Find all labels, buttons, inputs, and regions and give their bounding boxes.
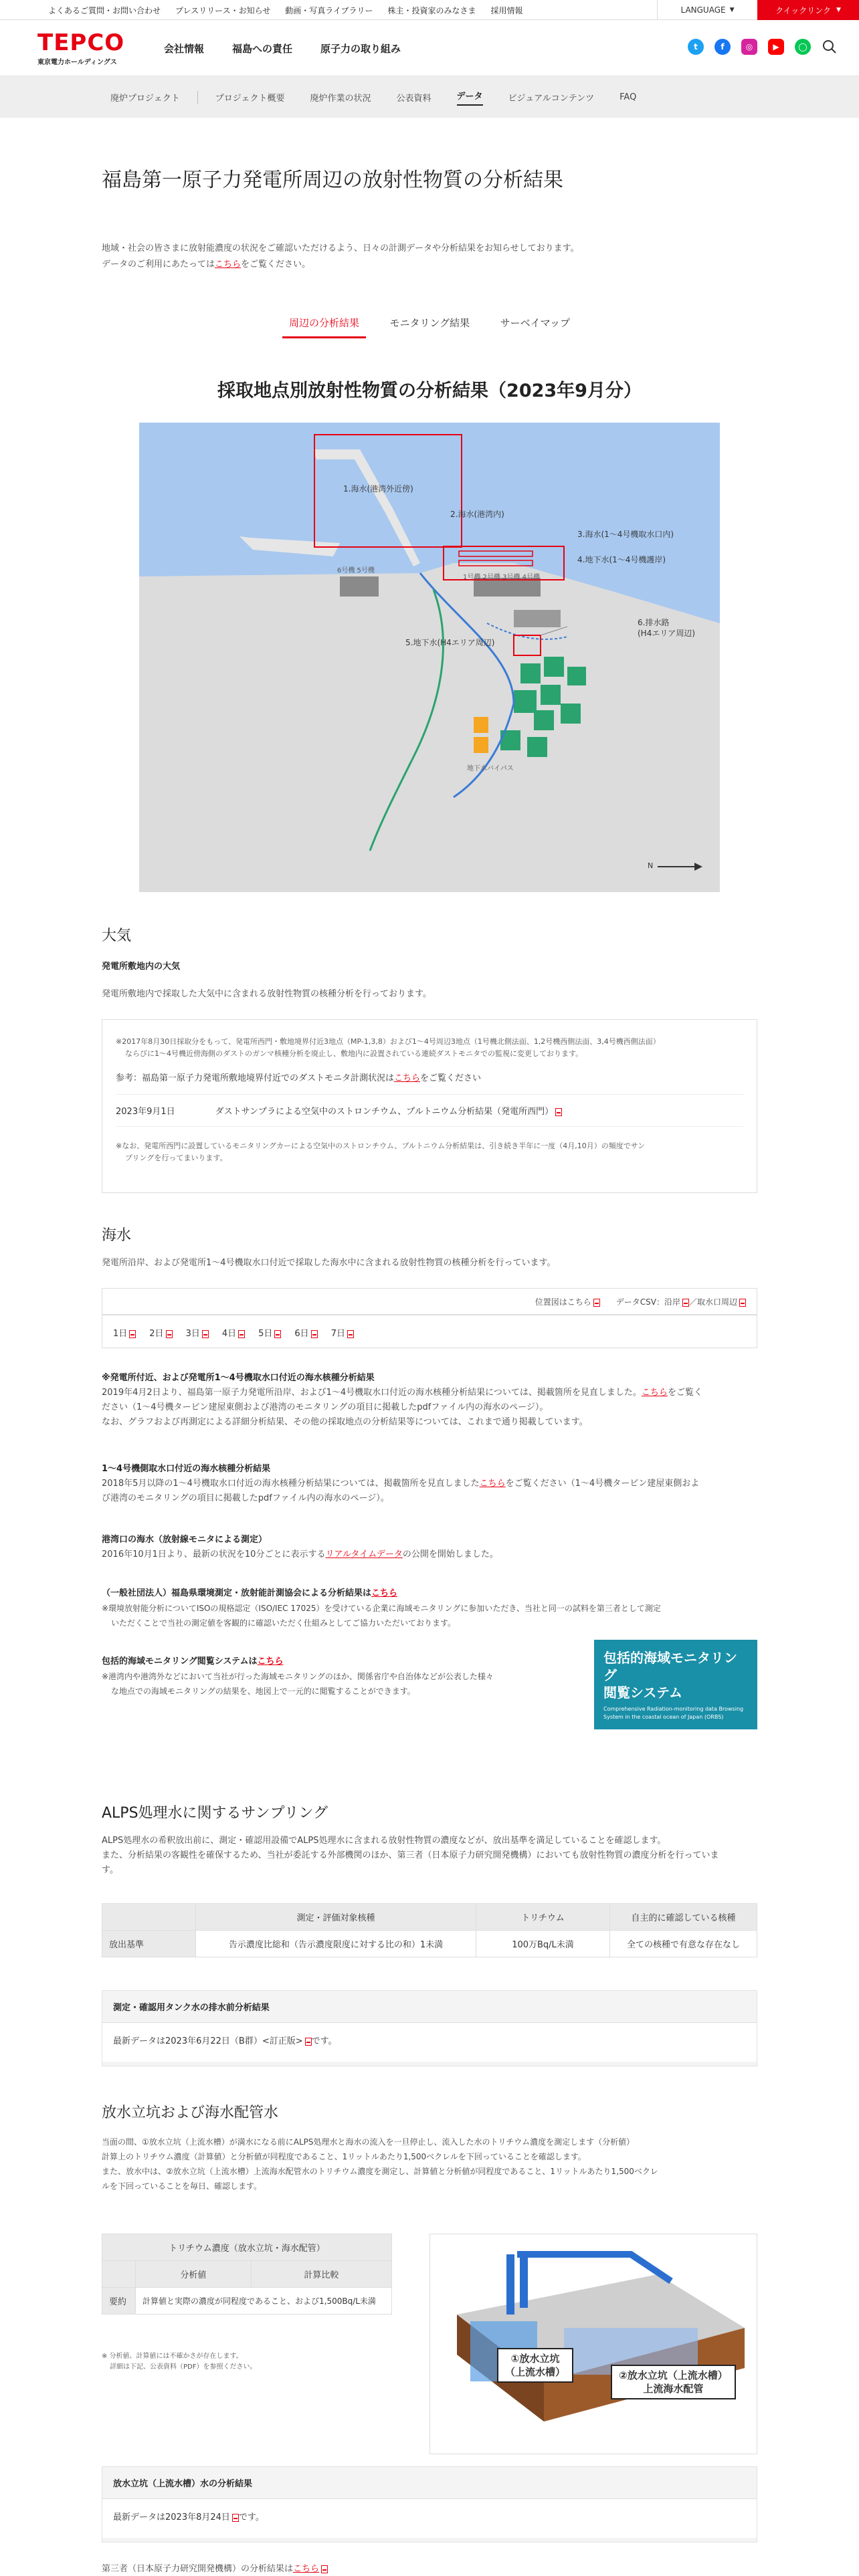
tank-latest-suffix: です。 [311,2036,337,2046]
alps-p2: また、分析結果の客観性を確保するため、当社が委託する外部機関のほか、第三者（日本原子力研究開発機構）においても放射性物質の濃度分析を行っていま [102,1850,719,1860]
air-result-label: ダストサンプラによる空気中のストロンチウム、プルトニウム分析結果（発電所西門） [215,1107,554,1117]
day-link[interactable] [113,1326,136,1339]
pdf-icon [202,1330,209,1338]
air-result-date: 2023年9月1日 [116,1107,175,1117]
sampling-map [139,423,720,892]
nav-nuclear[interactable]: 原子力の取り組み [320,42,401,55]
air-data-box [102,1019,757,1193]
outlet-latest-text[interactable]: 最新データは2023年8月24日 [113,2512,230,2523]
third-party-pre: 第三者（日本原子力研究開発機構）の分析結果は [102,2564,294,2574]
table-header: 測定・評価対象核種 [196,1904,476,1931]
day-link[interactable] [186,1326,209,1339]
data-usage-link[interactable]: こちら [215,259,242,270]
seawater-block-3-title: 港湾口の海水（放射線モニタによる測定） [102,1535,268,1545]
b5-title-text-2: は [248,1656,258,1667]
intro-line-2-post: をご覧ください。 [241,259,311,270]
utility-right [657,0,859,20]
outlet-results-title: 放水立坑（上流水槽）水の分析結果 [102,2467,757,2499]
subnav-publications[interactable]: 公表資料 [396,93,432,104]
table-header: トリチウム [476,1904,610,1931]
intro-line-2-pre: データのご利用にあたっては [102,259,215,270]
outlet-p2b: と分析値が同程度であること、1リットルあたり1,500ベクレルを下回っていることを確認します。 [229,2152,586,2161]
csv-label: データCSV：沿岸 [615,1297,680,1307]
pdf-icon [166,1330,173,1338]
table-cell: 告示濃度比総和（告示濃度限度に対する比の和）1未満 [196,1931,476,1957]
table-header: 計算比較 [251,2261,391,2288]
outlet-p1: 当面の間、①放水立坑（上流水槽）が満水になる前にALPS処理水と海水の流入を一旦停止し、流入した水のトリチウム濃度を測定します（分析値） [102,2137,635,2147]
alps-description [102,1834,757,1878]
utility-link-recruit[interactable]: 採用情報 [490,5,523,15]
table-cell: 全ての核種で有意な存在なし [610,1931,757,1957]
air-reference [116,1071,743,1083]
map-label-unit14: 1号機 2号機 3号機 4号機 [463,574,540,581]
seawater-top-links [535,1296,746,1307]
map-label-tank: 地下水バイパス [467,765,514,772]
seawater-block-5-p2: な地点での海域モニタリングの結果を、地図上で一元的に閲覧することができます。 [111,1687,415,1696]
tab-monitoring[interactable]: モニタリング結果 [389,317,470,329]
b2-p1b-text: をご覧ください（1～4号機タービン建屋東側およ [505,1479,700,1489]
orbs-banner-subtitle: Comprehensive Radiation-monitoring data Browsing System in the coastal ocean of Japan (ORBS) [603,1706,744,1720]
utility-link-press[interactable]: プレスリリース・お知らせ [175,5,271,15]
air-note-1b: ならびに1～4号機近傍海側のダストのガンマ核種分析を廃止し、敷地内に設置されている連続ダストモニタでの監視に変更しております。 [125,1049,583,1058]
table-header-row [102,2234,392,2261]
logo-subtitle: 東京電力ホールディングス [37,59,117,66]
tritium-table [102,2234,392,2315]
b2-link[interactable]: こちら [479,1479,506,1489]
map-label-sea2[interactable]: 2.海水(港湾内) [450,510,504,519]
orbs-banner-title-1: 包括的海域モニタリング [603,1650,737,1683]
table-cell: 要約 [102,2288,136,2315]
pdf-icon [232,2514,239,2522]
sub-nav-items [110,76,662,118]
outlet-p3: また、放水中は、②放水立坑（上流水槽）上流海水配管水のトリチウム濃度を測定し、計算値と分析値が同程度であること、1リットルあたり1,500ベクレ [102,2167,658,2176]
air-ref-pre: 参考：福島第一原子力発電所敷地境界付近でのダストモニタ計測状況は [116,1073,395,1083]
day-label: 6日 [294,1329,309,1339]
utility-bar [0,0,859,20]
seawater-block-1-p2: ださい（1～4号機タービン建屋東側および港湾のモニタリングの項目に掲載したpdfファイル内の海水のページ）。 [102,1402,549,1412]
map-label-sea3[interactable]: 3.海水(1～4号機取水口内) [577,530,674,539]
tank-results-box [102,1990,757,2066]
fig-label-1b: （上流水槽） [505,2366,566,2378]
table-row [102,1931,757,1957]
air-result-row [116,1094,743,1127]
seawater-block-2 [102,1462,757,1506]
pdf-icon [305,2038,312,2046]
tritium-footnote-2: 詳細は下記、公表資料（PDF）を参照ください。 [110,2363,257,2371]
pdf-icon [238,1330,245,1338]
table-header: トリチウム濃度（放水立坑・海水配管） [102,2234,392,2261]
outlet-figure-label-1 [497,2348,573,2383]
seawater-block-5-title [102,1654,570,1669]
orbs-banner[interactable] [594,1640,757,1729]
day-label: 7日 [330,1329,345,1339]
language-label: LANGUAGE [680,5,726,15]
csv-icon [739,1299,746,1307]
seawater-block-4-p2: いただくことで当社の測定値を客観的に確認いただく仕組みとしてご協力いただいております。 [111,1618,456,1628]
logo-mark: TEPCO [37,29,125,56]
fig-label-2a: ②放水立坑（上流水槽） [619,2369,728,2381]
air-note-2b: プリングを行ってまいります。 [125,1154,227,1162]
site-header [0,20,859,76]
day-link[interactable] [331,1326,354,1339]
subnav-decommission[interactable]: 廃炉プロジェクト [110,91,198,104]
day-label: 3日 [185,1329,200,1339]
day-link[interactable] [222,1326,245,1339]
subnav-faq[interactable]: FAQ [619,92,637,102]
csv-links[interactable] [616,1296,746,1307]
day-label: 5日 [258,1329,273,1339]
fukushima-measurement-link[interactable]: こちら [371,1588,398,1598]
line-icon[interactable]: ◯ [795,39,811,55]
tab-surrounding[interactable]: 周辺の分析結果 [282,316,366,338]
outlet-description [102,2135,757,2193]
b4-title-text: （一般社団法人）福島県環境測定・放射能計測協会 [102,1588,302,1598]
search-icon[interactable] [822,39,838,55]
fig-label-2b: 上流海水配管 [643,2383,704,2395]
sampling-map-svg [139,423,720,892]
fig-label-1a: ①放水立坑 [510,2353,560,2365]
quicklink-label: クイックリンク [775,5,831,15]
pdf-icon [347,1330,354,1338]
seawater-block-1 [102,1371,757,1430]
subnav-data[interactable]: データ [457,89,483,106]
instagram-icon[interactable]: ◎ [741,39,757,55]
b2-p1-text: 2018年5月以降の1～4号機取水口付近の海水核種分析結果については、掲載箇所を見直しました [102,1479,480,1489]
air-note-2: ※なお、発電所西門に設置しているモニタリングカーによる空気中のストロンチウム、プルトニウム分析結果は、引き続き半年に一度（4月,10月）の頻度でサン [116,1142,646,1150]
intro-line-2 [102,257,579,273]
seawater-description: 発電所沿岸、および発電所1～4号機取水口付近で採取した海水中に含まれる放射性物質の核種分析を行っています。 [102,1258,556,1268]
seawater-block-2-p2: び港湾のモニタリングの項目に掲載したpdfファイル内の海水のページ）。 [102,1493,389,1503]
third-party-results [102,2561,328,2574]
tank-latest-text[interactable]: 最新データは2023年6月22日（B群）<訂正版> [113,2036,303,2046]
day-link[interactable] [149,1326,172,1339]
utility-link-ir[interactable]: 株主・投資家のみなさま [387,5,476,15]
pdf-icon [311,1330,318,1338]
outlet-results-latest [102,2499,757,2538]
outlet-latest-suffix: です。 [238,2512,264,2523]
pdf-icon [274,1330,281,1338]
map-label-unit56: 6号機 5号機 [337,567,375,574]
table-cell: 放出基準 [102,1931,196,1957]
b5-title-text: 包括的海域モニタリング閲覧システム [102,1656,249,1667]
seawater-days-box [102,1315,757,1348]
seawater-block-1-p1 [102,1386,757,1400]
pdf-icon [555,1108,562,1116]
seawater-block-3 [102,1533,757,1562]
utility-link-faq[interactable]: よくあるご質問・お問い合わせ [48,5,161,15]
realtime-data-link[interactable]: リアルタイムデータ [325,1549,403,1560]
alps-p3: す。 [102,1865,118,1875]
nav-company[interactable]: 会社情報 [164,42,205,55]
utility-link-media[interactable]: 動画・写真ライブラリー [285,5,373,15]
chevron-down-icon: ▼ [729,7,735,13]
tank-results-latest [102,2023,757,2062]
subnav-status[interactable]: 廃炉作業の状況 [310,93,371,104]
social-links [688,39,838,55]
day-label: 1日 [113,1329,128,1339]
air-heading: 大気 [102,928,132,944]
twitter-icon[interactable]: t [688,39,704,55]
location-map-label: 位置図はこちら [535,1297,591,1307]
language-select[interactable] [657,0,757,20]
map-label-sea1[interactable]: 1.海水(港湾外近傍) [343,484,413,494]
external-link-icon [321,2565,328,2573]
seawater-block-5 [102,1654,570,1699]
outlet-p2 [102,2149,757,2164]
air-description: 発電所敷地内で採取した大気中に含まれる放射性物質の核種分析を行っております。 [102,989,432,999]
seawater-block-2-p1 [102,1477,757,1491]
page-title: 福島第一原子力発電所周辺の放射性物質の分析結果 [102,169,563,192]
subnav-visual[interactable]: ビジュアルコンテンツ [508,93,595,104]
tritium-footnote-1: ※ 分析値、計算値には不確かさが存在します。 [102,2353,243,2360]
table-header: 自主的に確認している核種 [610,1904,757,1931]
chevron-down-icon: ▼ [836,7,841,13]
map-label-gw5[interactable]: 5.地下水(H4エリア周辺) [405,638,495,647]
alps-heading: ALPS処理水に関するサンプリング [102,1805,328,1822]
day-label: 2日 [149,1329,164,1339]
day-link[interactable] [294,1326,317,1339]
utility-links [48,0,538,20]
global-nav [164,20,401,76]
seawater-block-1-p3: なお、グラフおよび再測定による詳細分析結果、その他の採取地点の分析結果等については、これまで通り掲載しています。 [102,1417,588,1427]
map-label-north: N [648,861,654,870]
subnav-overview[interactable]: プロジェクト概要 [215,93,285,104]
map-label-drain6[interactable]: 6.排水路 [638,618,670,627]
dust-monitor-link[interactable]: こちら [394,1073,421,1083]
orbs-link[interactable]: こちら [257,1656,284,1667]
air-subheading: 発電所敷地内の大気 [102,962,181,972]
outlet-figure [430,2234,757,2454]
seawater-block-2-title: 1～4号機側取水口付近の海水核種分析結果 [102,1464,271,1474]
alps-p1: ALPS処理水の希釈放出前に、測定・確認用設備でALPS処理水に含まれる放射性物質の濃度などが、放出基準を満足していることを確認します。 [102,1836,666,1846]
csv-label-2: ／取水口周辺 [688,1297,737,1307]
table-cell: 計算値と実際の濃度が同程度であること、および1,500Bq/L未満 [136,2288,392,2315]
intro-text [102,241,579,273]
outlet-results-box [102,2466,757,2543]
third-party-link[interactable]: こちら [293,2564,320,2574]
seawater-block-5-p1: ※港湾内や港湾外などにおいて当社が行った海域モニタリングのほか、関係省庁や自治体などが公表した様々 [102,1672,494,1681]
youtube-icon[interactable]: ▶ [768,39,784,55]
air-ref-post: をご覧ください [420,1073,482,1083]
pdf-icon [129,1330,136,1338]
sub-nav [0,76,859,118]
quicklink-button[interactable] [757,0,859,20]
intro-line-1: 地域・社会の皆さまに放射能濃度の状況をご確認いただけるよう、日々の計測データや分析結果をお知らせしております。 [102,243,579,253]
b3-pre: 2016年10月1日より、最新の状況を10分ごとに表示する [102,1549,326,1560]
table-header [102,1904,196,1931]
outlet-p4: ルを下回っていることを毎日、確認します。 [102,2181,262,2191]
tepco-logo[interactable] [37,31,131,67]
b1-link[interactable]: こちら [641,1388,668,1398]
outlet-heading: 放水立坑および海水配管水 [102,2105,279,2121]
table-row [102,2288,392,2315]
b3-post: の公開を開始しました。 [402,1549,498,1560]
facebook-icon[interactable]: f [714,39,731,55]
pdf-icon [593,1299,600,1307]
air-note-1: ※2017年8月30日採取分をもって、発電所西門・敷地境界付近3地点（MP-1,3,8）および1～4号周辺3地点（1号機北側法面、1,2号機西側法面、3,4号機西側法面） [116,1037,660,1046]
table-cell: 100万Bq/L未満 [476,1931,610,1957]
location-map-link[interactable] [535,1296,600,1307]
seawater-block-1-title: ※発電所付近、および発電所1～4号機取水口付近の海水核種分析結果 [102,1373,375,1383]
alps-standard-table [102,1903,757,1957]
seawater-block-4 [102,1586,757,1630]
table-header [102,2261,136,2288]
day-label: 4日 [221,1329,237,1339]
seawater-block-4-p1: ※環境放射能分析についてISOの規格認定（ISO/IEC 17025）を受けている企業に海域モニタリングに参加いただき、当社と同一の試料を第三者として測定 [102,1604,661,1613]
seawater-days [113,1326,354,1339]
tritium-footnote [102,2351,256,2373]
table-header-row [102,1904,757,1931]
seawater-block-4-title [102,1586,757,1601]
table-header: 分析値 [136,2261,252,2288]
nav-fukushima[interactable]: 福島への責任 [232,42,293,55]
b4-title-text-2: による分析結果は [302,1588,372,1598]
outlet-figure-label-2 [611,2365,736,2399]
section-title: 採取地点別放射性物質の分析結果（2023年9月分） [217,381,642,401]
air-result-link[interactable] [215,1104,562,1117]
outlet-figure-svg [430,2234,757,2454]
seawater-links-box [102,1288,757,1315]
map-label-drain6b: (H4エリア周辺) [638,629,696,638]
seawater-block-3-p1 [102,1547,757,1562]
map-label-gw4[interactable]: 4.地下水(1～4号機護岸) [577,555,666,564]
tank-results-title: 測定・確認用タンク水の排水前分析結果 [102,1991,757,2023]
csv-icon [682,1299,689,1307]
tab-bar [282,316,577,338]
outlet-p2a: 計算上のトリチウム濃度（計算値） [102,2152,230,2161]
seawater-heading: 海水 [102,1227,132,1244]
b1-p1b-text: をご覧く [667,1388,702,1398]
orbs-banner-title-2: 閲覧システム [603,1685,682,1701]
table-header-row [102,2261,392,2288]
b1-p1-text: 2019年4月2日より、福島第一原子力発電所沿岸、および1～4号機取水口付近の海水核種分析結果については、掲載箇所を見直しました。 [102,1388,642,1398]
day-link[interactable] [258,1326,281,1339]
tab-survey-map[interactable]: サーベイマップ [500,317,570,329]
